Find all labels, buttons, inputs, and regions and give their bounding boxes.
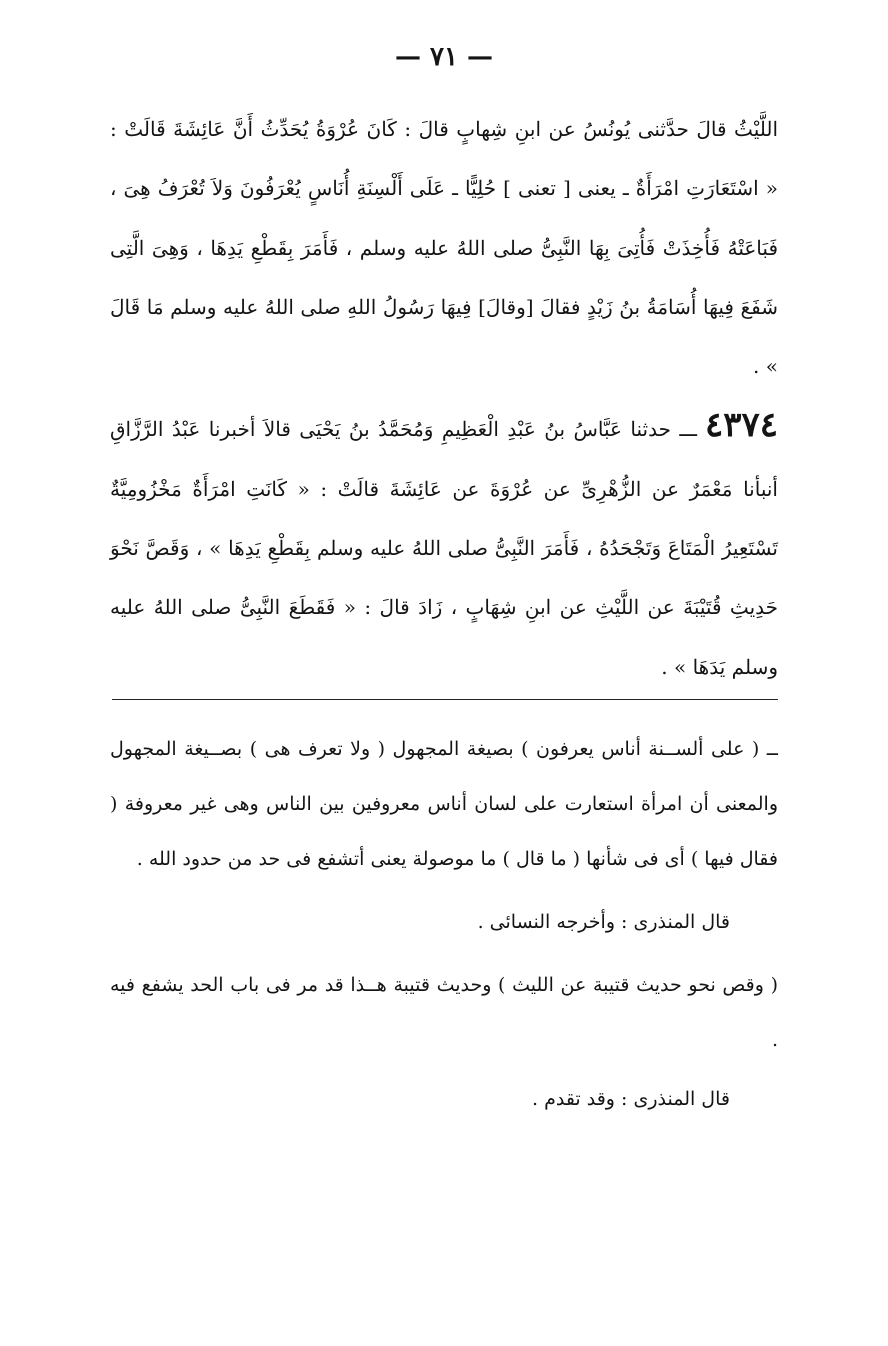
hadith-body: ـــ حدثنا عَبَّاسُ بنُ عَبْدِ الْعَظِيمِ وَمُحَمَّدُ بنُ يَحْيَى قالاَ أخبرنا عَبْدُ الرَّزَّاقِ أنبأنا مَعْمَرٌ عن الزُّهْرِىِّ عن عُرْوَةَ عن عَائِشَةَ قالَتْ : « كَانَتِ امْرَأَةٌ مَخْزُومِيَّةٌ تَسْتَعِيرُ الْمَتَاعَ وَتَجْحَدُهُ ، فَأَمَرَ النَّبِىُّ صلى اللهُ عليه وسلم بِقَطْعِ يَدِهَا » ، وَقَصَّ نَحْوَ حَدِيثِ قُتَيْبَةَ عن اللَّيْثِ عن ابنِ شِهَابٍ ، زَادَ قالَ : « فَقَطَعَ النَّبِىُّ صلى اللهُ عليه وسلم يَدَهَا » . <box>110 417 779 679</box>
hadith-paragraph: اللَّيْثُ قالَ حدَّثنى يُونُسُ عن ابنِ شِهابٍ قالَ : كَانَ عُرْوَةُ يُحَدِّثُ أَنَّ عَائِشَةَ قَالَتْ : « اسْتَعَارَتِ امْرَأَةٌ ـ يعنى [ تعنى ] حُلِيًّا ـ عَلَى أَلْسِنَةِ أُنَاسٍ يُعْرَفُونَ وَلاَ تُعْرَفُ هِىَ ، فَبَاعَتْهُ فَأُخِذَتْ فَأُتِىَ بِهَا النَّبِىُّ صلى اللهُ عليه وسلم ، فَأَمَرَ بِقَطْعِ يَدِهَا ، وَهِىَ الَّتِى شَفَعَ فِيهَا أُسَامَةُ بنُ زَيْدٍ فقالَ [وقالَ] فِيهَا رَسُولُ اللهِ صلى اللهُ عليه وسلم مَا قَالَ » . <box>110 117 779 379</box>
commentary-paragraph: قال المنذرى : وقد تقدم . <box>532 1088 730 1110</box>
commentary-notes <box>110 722 778 1127</box>
hadith-number: ٤٣٧٤ <box>704 405 778 446</box>
commentary-paragraph: ( وقص نحو حديث قتيبة عن الليث ) وحديث قتيبة هــذا قد مر فى باب الحد يشفع فيه . <box>110 974 778 1051</box>
commentary-paragraph: ــ ( على ألســنة أناس يعرفون ) بصيغة المجهول ( ولا تعرف هى ) بصــيغة المجهول والمعنى أن امرأة استعارت على لسان أناس معروفين بين الناس وهى غير معروفة ( فقال فيها ) أى فى شأنها ( ما قال ) ما موصولة يعنى أتشفع فى حد من حدود الله . <box>110 738 778 870</box>
hadith-text <box>110 100 778 697</box>
page-number: — ٧١ — <box>394 42 494 72</box>
commentary-paragraph: قال المنذرى : وأخرجه النسائى . <box>477 911 730 933</box>
footnote-separator <box>112 699 778 700</box>
hadith-paragraph <box>110 396 778 696</box>
